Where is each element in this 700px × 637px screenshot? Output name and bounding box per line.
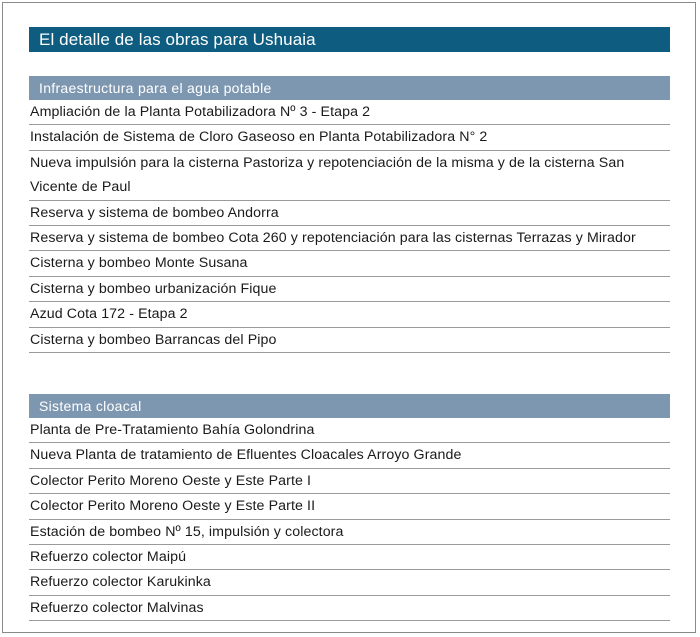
list-item: Refuerzo colector Maipú (29, 545, 670, 570)
list-item: Estación de bombeo Nº 15, impulsión y colectora (29, 520, 670, 545)
list-item: Ampliación de la Planta Potabilizadora Nº 3 - Etapa 2 (29, 100, 670, 125)
list-item: Nueva impulsión para la cisterna Pastoriza y repotenciación de la misma y de la cisterna San Vicente de Paul (29, 151, 670, 201)
list-item: Azud Cota 172 - Etapa 2 (29, 302, 670, 327)
section-header: Sistema cloacal (29, 394, 670, 418)
list-item: Colector Perito Moreno Oeste y Este Parte I (29, 469, 670, 494)
works-list (29, 100, 670, 353)
list-item: Instalación de Sistema de Cloro Gaseoso en Planta Potabilizadora N° 2 (29, 125, 670, 150)
list-item: Reserva y sistema de bombeo Cota 260 y repotenciación para las cisternas Terrazas y Mirador (29, 226, 670, 251)
list-item: Cisterna y bombeo Barrancas del Pipo (29, 328, 670, 353)
list-item: Refuerzo colector Malvinas (29, 596, 670, 621)
section-sewage-system (29, 394, 670, 621)
list-item: Planta de Pre-Tratamiento Bahía Golondrina (29, 418, 670, 443)
list-item: Nueva Planta de tratamiento de Efluentes Cloacales Arroyo Grande (29, 443, 670, 468)
list-item: Cisterna y bombeo urbanización Fique (29, 277, 670, 302)
section-water-infrastructure (29, 76, 670, 353)
works-list (29, 418, 670, 621)
list-item: Reserva y sistema de bombeo Andorra (29, 201, 670, 226)
page-title: El detalle de las obras para Ushuaia (29, 27, 670, 52)
list-item: Refuerzo colector Karukinka (29, 570, 670, 595)
list-item: Cisterna y bombeo Monte Susana (29, 251, 670, 276)
list-item: Colector Perito Moreno Oeste y Este Parte II (29, 494, 670, 519)
section-header: Infraestructura para el agua potable (29, 76, 670, 100)
